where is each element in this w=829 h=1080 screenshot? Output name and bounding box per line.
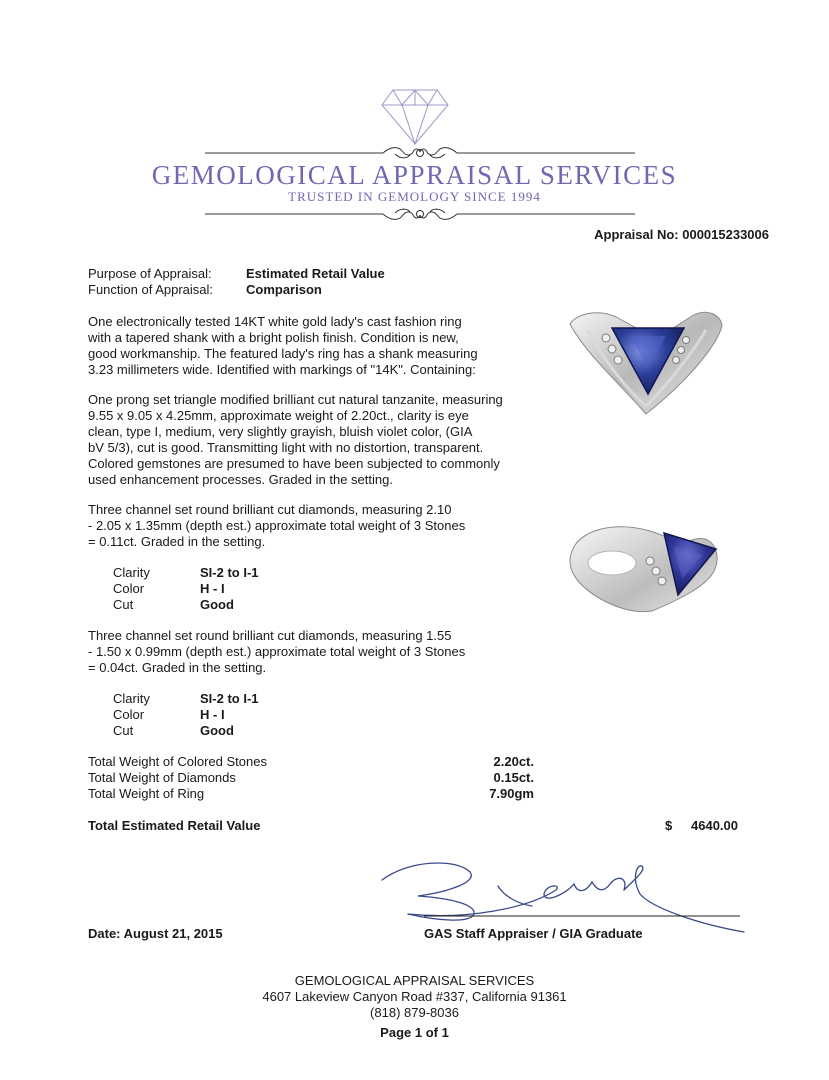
grade-label-clarity: Clarity — [113, 565, 150, 580]
purpose-value: Estimated Retail Value — [246, 266, 385, 281]
grade-label-color: Color — [113, 581, 145, 596]
diamond-line: Three channel set round brilliant cut diamonds, measuring 2.10 — [88, 502, 452, 517]
diamond-group-1-description — [88, 502, 538, 550]
center-stone-line: clean, type I, medium, very slightly grayish, bluish violet color, (GIA — [88, 424, 473, 439]
company-tagline: TRUSTED IN GEMOLOGY SINCE 1994 — [288, 189, 541, 204]
diamond-line: Three channel set round brilliant cut diamonds, measuring 1.55 — [88, 628, 452, 643]
diamond-line: - 2.05 x 1.35mm (depth est.) approximate total weight of 3 Stones — [88, 518, 466, 533]
diamond-outline-icon — [380, 88, 450, 146]
center-stone-line: One prong set triangle modified brilliant cut natural tanzanite, measuring — [88, 392, 503, 407]
grade-value-clarity: SI-2 to I-1 — [200, 691, 259, 706]
footer-phone: (818) 879-8036 — [370, 1005, 459, 1020]
ring-photo-front — [566, 302, 724, 417]
center-stone-description — [88, 392, 538, 488]
center-stone-line: 9.55 x 9.05 x 4.25mm, approximate weight of 2.20ct., clarity is eye — [88, 408, 469, 423]
grade-label-cut: Cut — [113, 597, 134, 612]
description-line: 3.23 millimeters wide. Identified with markings of "14K". Containing: — [88, 362, 476, 377]
description-line: with a tapered shank with a bright polish finish. Condition is new, — [88, 330, 459, 345]
grade-label-clarity: Clarity — [113, 691, 150, 706]
diamond-group-2-description — [88, 628, 538, 676]
footer-address: 4607 Lakeview Canyon Road #337, California 91361 — [262, 989, 567, 1004]
total-ring-weight-label: Total Weight of Ring — [88, 786, 205, 801]
diamond-line: = 0.11ct. Graded in the setting. — [88, 534, 266, 549]
appraisal-date: Date: August 21, 2015 — [88, 926, 223, 941]
signer-title: GAS Staff Appraiser / GIA Graduate — [424, 926, 643, 941]
center-stone-line: used enhancement processes. Graded in the setting. — [88, 472, 393, 487]
function-value: Comparison — [246, 282, 322, 297]
total-diamonds-value: 0.15ct. — [493, 770, 534, 785]
retail-value-label: Total Estimated Retail Value — [88, 818, 261, 833]
currency-symbol: $ — [665, 818, 673, 833]
company-name: GEMOLOGICAL APPRAISAL SERVICES — [151, 160, 678, 190]
description-line: good workmanship. The featured lady's ring has a shank measuring — [88, 346, 478, 361]
total-diamonds-label: Total Weight of Diamonds — [88, 770, 236, 785]
grade-value-cut: Good — [200, 597, 234, 612]
diamond-line: - 1.50 x 0.99mm (depth est.) approximate total weight of 3 Stones — [88, 644, 466, 659]
grade-value-cut: Good — [200, 723, 234, 738]
grade-label-cut: Cut — [113, 723, 134, 738]
grade-label-color: Color — [113, 707, 145, 722]
description-line: One electronically tested 14KT white gold lady's cast fashion ring — [88, 314, 462, 329]
retail-value-amount: 4640.00 — [691, 818, 738, 833]
total-ring-weight-value: 7.90gm — [489, 786, 534, 801]
function-label: Function of Appraisal: — [88, 282, 214, 297]
center-stone-line: bV 5/3), cut is good. Transmitting light with no distortion, transparent. — [88, 440, 484, 455]
grade-value-color: H - I — [200, 707, 225, 722]
total-colored-stones-label: Total Weight of Colored Stones — [88, 754, 267, 769]
center-stone-line: Colored gemstones are presumed to have been subjected to commonly — [88, 456, 500, 471]
purpose-label: Purpose of Appraisal: — [88, 266, 212, 281]
bottom-ornament-divider — [205, 203, 635, 225]
grade-value-clarity: SI-2 to I-1 — [200, 565, 259, 580]
footer-company: GEMOLOGICAL APPRAISAL SERVICES — [294, 973, 535, 988]
appraisal-number: Appraisal No: 000015233006 — [594, 227, 769, 242]
ring-photo-angle — [566, 515, 724, 623]
diamond-line: = 0.04ct. Graded in the setting. — [88, 660, 267, 675]
grade-value-color: H - I — [200, 581, 225, 596]
item-description — [88, 314, 538, 378]
total-colored-stones-value: 2.20ct. — [493, 754, 534, 769]
page-number: Page 1 of 1 — [380, 1025, 449, 1040]
